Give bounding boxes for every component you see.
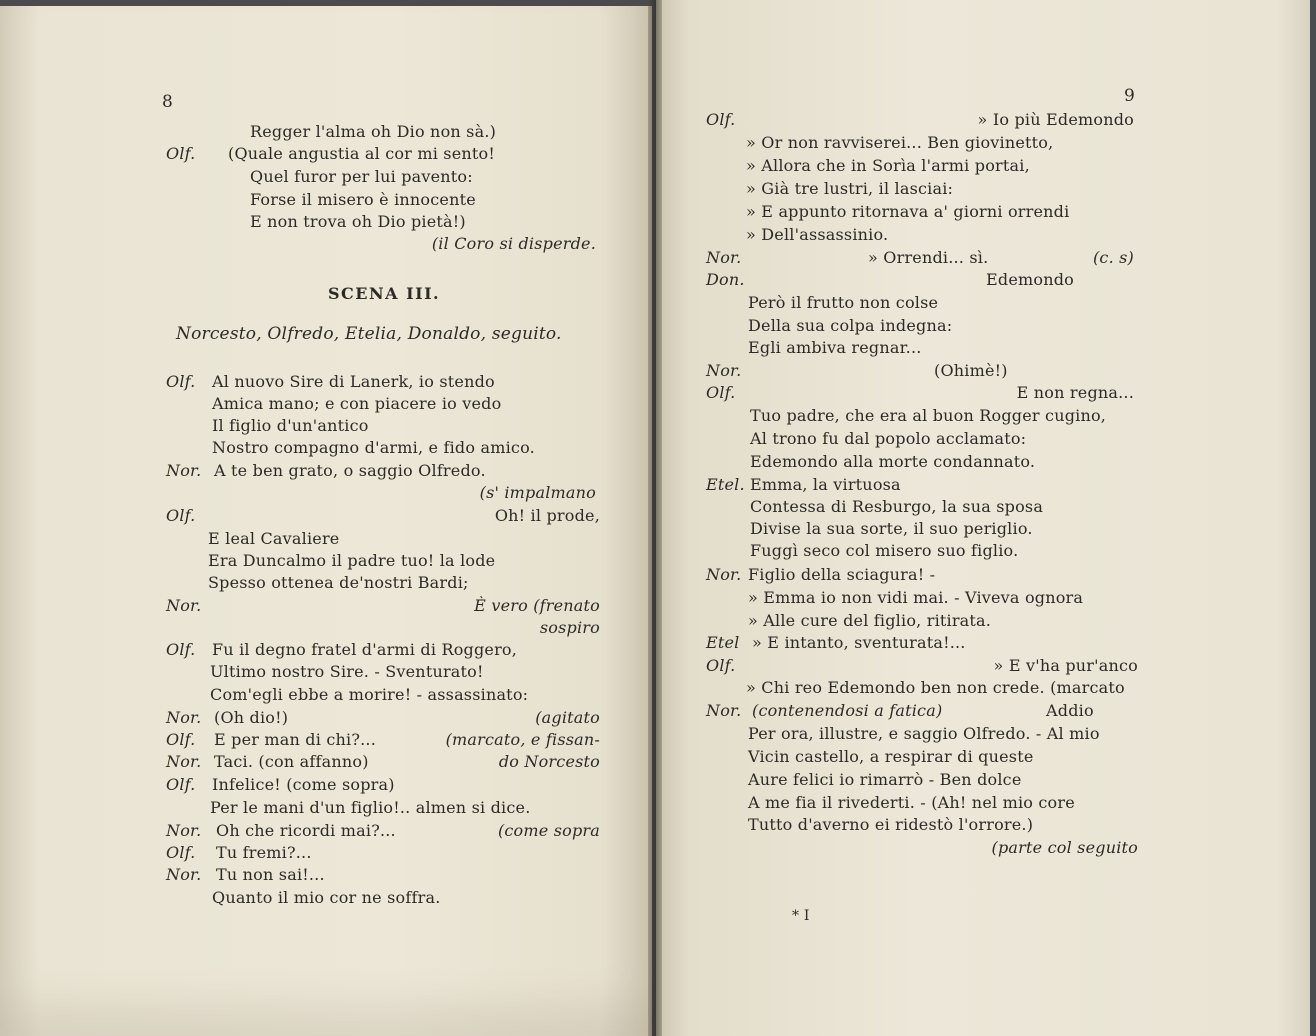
verse-line: Il figlio d'un'antico [212, 416, 369, 435]
stage-direction: (s' impalmano [479, 483, 596, 502]
verse-line: Com'egli ebbe a morire! - assassinato: [210, 685, 529, 704]
verse-line: Infelice! (come sopra) [212, 775, 395, 794]
verse-line: Oh! il prode, [494, 506, 600, 525]
verse-line: Era Duncalmo il padre tuo! la lode [208, 551, 496, 570]
verse-line: Al nuovo Sire di Lanerk, io stendo [212, 372, 495, 391]
verse-line: » Dell'assassinio. [746, 225, 889, 244]
verse-line: Quanto il mio cor ne soffra. [212, 888, 441, 907]
stage-direction: do Norcesto [498, 752, 600, 771]
verse-line: Della sua colpa indegna: [748, 316, 953, 335]
speaker-label: Etel. [706, 475, 745, 494]
verse-line: E non regna... [1016, 383, 1134, 402]
speaker-label: Nor. [166, 865, 202, 884]
speaker-label: Nor. [166, 708, 202, 727]
page-number-right: 9 [1124, 86, 1136, 106]
speaker-label: Nor. [166, 461, 202, 480]
speaker-label: Olf. [706, 110, 736, 129]
verse-line: Per ora, illustre, e saggio Olfredo. - Al mio [748, 724, 1100, 743]
verse-line: » Emma io non vidi mai. - Viveva ognora [748, 588, 1084, 607]
speaker-label: Olf. [166, 372, 196, 391]
speaker-label: Don. [706, 270, 745, 289]
verse-line: Fu il degno fratel d'armi di Roggero, [212, 640, 518, 659]
verse-line: Vicin castello, a respirar di queste [748, 747, 1034, 766]
verse-line: Al trono fu dal popolo acclamato: [750, 429, 1027, 448]
speaker-label: Etel [706, 633, 740, 652]
verse-line: È vero (frenato [474, 596, 600, 615]
speaker-label: Nor. [706, 701, 742, 720]
verse-line: Tu fremi?... [216, 843, 312, 862]
stage-direction: (il Coro si disperde. [431, 234, 596, 253]
verse-line: Ultimo nostro Sire. - Sventurato! [210, 662, 484, 681]
verse-line: » E intanto, sventurata!... [752, 633, 966, 652]
verse-line: » Io più Edemondo [977, 110, 1134, 129]
speaker-label: Nor. [706, 565, 742, 584]
verse-line: (Ohimè!) [934, 361, 1008, 380]
verse-line: Spesso ottenea de'nostri Bardi; [208, 573, 469, 592]
left-page [0, 6, 652, 1036]
stage-direction: (agitato [535, 708, 600, 727]
verse-line: Forse il misero è innocente [250, 190, 476, 209]
verse-line: Egli ambiva regnar... [748, 338, 922, 357]
scene-title: SCENA III. [328, 284, 441, 303]
verse-line: Aure felici io rimarrò - Ben dolce [748, 770, 1022, 789]
right-page [656, 0, 1310, 1036]
verse-line: Divise la sua sorte, il suo periglio. [750, 519, 1033, 538]
signature-mark: * I [792, 908, 810, 924]
verse-line: (Quale angustia al cor mi sento! [228, 144, 495, 163]
verse-line: Tu non sai!... [216, 865, 325, 884]
verse-line: » Alle cure del figlio, ritirata. [748, 611, 992, 630]
verse-line: Tutto d'averno ei ridestò l'orrore.) [748, 815, 1034, 834]
verse-line: (Oh dio!) [214, 708, 289, 727]
speaker-label: Olf. [166, 775, 196, 794]
verse-line: Addio [1046, 701, 1094, 720]
speaker-label: Olf. [166, 506, 196, 525]
stage-direction: (c. s) [1092, 248, 1134, 267]
stage-direction: (contenendosi a fatica) [752, 701, 943, 720]
speaker-label: Olf. [706, 656, 736, 675]
verse-line: Regger l'alma oh Dio non sà.) [250, 122, 497, 141]
verse-line: Per le mani d'un figlio!.. almen si dice. [210, 798, 531, 817]
speaker-label: Olf. [166, 640, 196, 659]
verse-line: » Orrendi... sì. [868, 248, 989, 267]
scene-characters: Norcesto, Olfredo, Etelia, Donaldo, seguito. [176, 324, 562, 344]
speaker-label: Olf. [166, 843, 196, 862]
stage-direction: (marcato, e fissan- [445, 730, 600, 749]
speaker-label: Olf. [166, 730, 196, 749]
book-gutter [648, 0, 662, 1036]
speaker-label: Nor. [706, 248, 742, 267]
verse-line: » Or non ravviserei... Ben giovinetto, [746, 133, 1054, 152]
verse-line: » Già tre lustri, il lasciai: [746, 179, 954, 198]
verse-line: A te ben grato, o saggio Olfredo. [214, 461, 486, 480]
verse-line: » E v'ha pur'anco [993, 656, 1138, 675]
verse-line: Edemondo [986, 270, 1074, 289]
verse-line: Contessa di Resburgo, la sua sposa [750, 497, 1044, 516]
speaker-label: Olf. [706, 383, 736, 402]
verse-line: » Chi reo Edemondo ben non crede. (marcato [746, 678, 1125, 697]
speaker-label: Nor. [706, 361, 742, 380]
verse-line: Nostro compagno d'armi, e fido amico. [212, 438, 535, 457]
verse-line: E leal Cavaliere [208, 529, 340, 548]
verse-line: » E appunto ritornava a' giorni orrendi [746, 202, 1070, 221]
stage-direction: (parte col seguito [991, 838, 1138, 857]
verse-line: Quel furor per lui pavento: [250, 167, 473, 186]
verse-line: Però il frutto non colse [748, 293, 939, 312]
verse-line: Edemondo alla morte condannato. [750, 452, 1036, 471]
verse-line: Emma, la virtuosa [750, 475, 901, 494]
verse-line: A me fia il rivederti. - (Ah! nel mio core [748, 793, 1075, 812]
verse-line: E per man di chi?... [214, 730, 376, 749]
verse-line: Amica mano; e con piacere io vedo [212, 394, 502, 413]
page-number-left: 8 [162, 92, 174, 112]
verse-line: Tuo padre, che era al buon Rogger cugino, [750, 406, 1107, 425]
speaker-label: Nor. [166, 752, 202, 771]
speaker-label: Nor. [166, 821, 202, 840]
stage-direction: sospiro [539, 618, 600, 637]
verse-line: Figlio della sciagura! - [748, 565, 936, 584]
verse-line: Taci. (con affanno) [214, 752, 369, 771]
speaker-label: Olf. [166, 144, 196, 163]
verse-line: Oh che ricordi mai?... [216, 821, 396, 840]
speaker-label: Nor. [166, 596, 202, 615]
verse-line: Fuggì seco col misero suo figlio. [750, 541, 1019, 560]
verse-line: E non trova oh Dio pietà!) [250, 212, 466, 231]
stage-direction: (come sopra [497, 821, 600, 840]
verse-line: » Allora che in Sorìa l'armi portai, [746, 156, 1030, 175]
